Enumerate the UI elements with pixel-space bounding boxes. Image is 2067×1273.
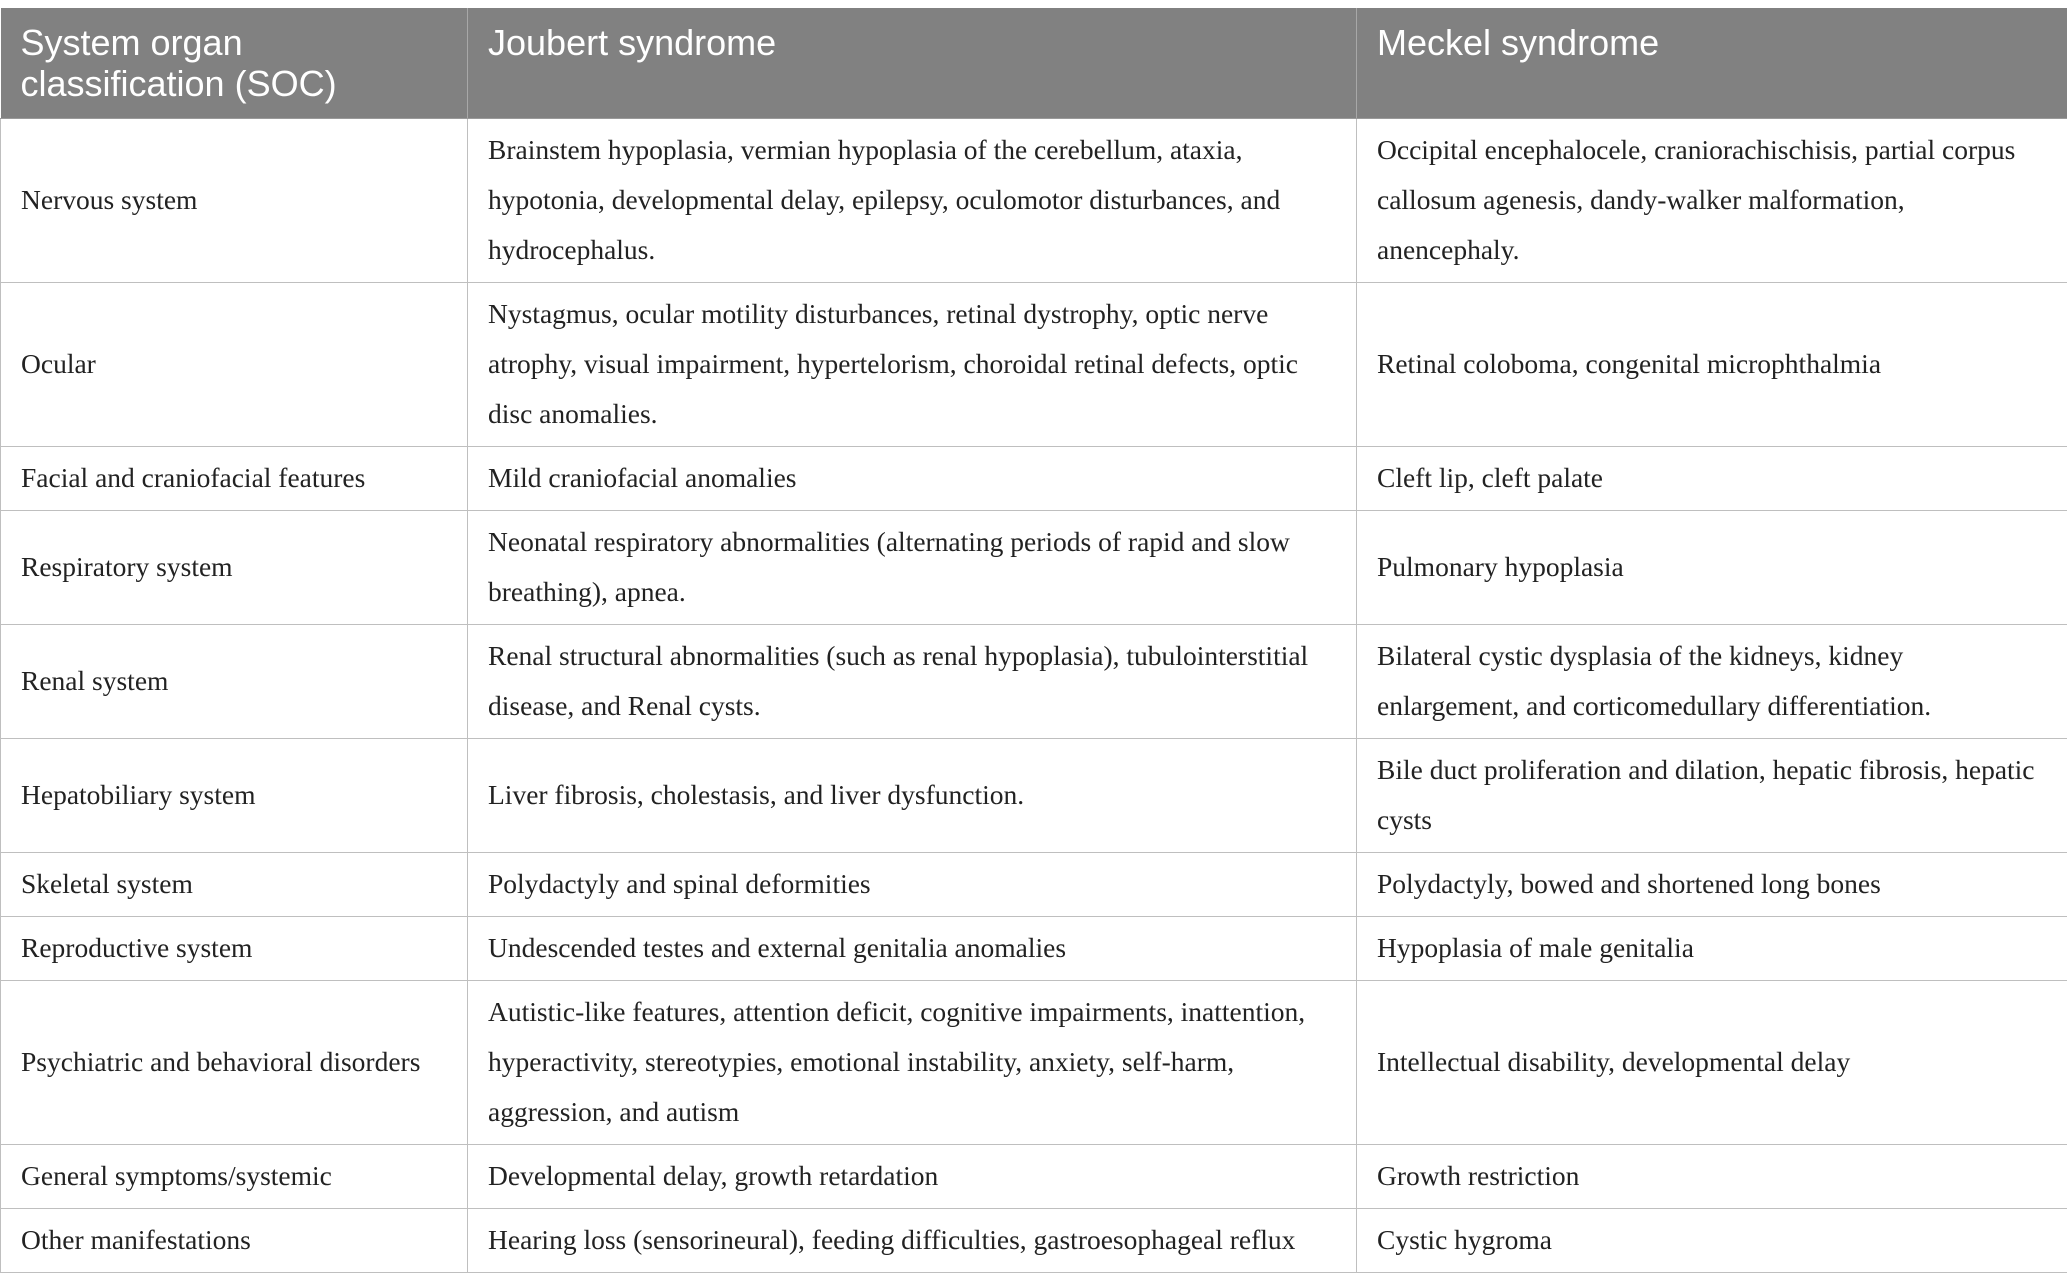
- cell-joubert: Developmental delay, growth retardation: [468, 1145, 1357, 1209]
- table-row: [1, 447, 2067, 511]
- cell-meckel: Growth restriction: [1357, 1145, 2067, 1209]
- table-row: [1, 1145, 2067, 1209]
- cell-meckel: Hypoplasia of male genitalia: [1357, 917, 2067, 981]
- table-row: [1, 1209, 2067, 1273]
- cell-joubert: Renal structural abnormalities (such as renal hypoplasia), tubulointerstitial disease, and Renal cysts.: [468, 625, 1357, 739]
- cell-soc: Ocular: [1, 283, 468, 447]
- cell-joubert: Nystagmus, ocular motility disturbances, retinal dystrophy, optic nerve atrophy, visual impairment, hypertelorism, choroidal retinal defects, optic disc anomalies.: [468, 283, 1357, 447]
- cell-soc: Other manifestations: [1, 1209, 468, 1273]
- cell-meckel: Cleft lip, cleft palate: [1357, 447, 2067, 511]
- syndrome-comparison-table: [0, 8, 2067, 1273]
- cell-meckel: Bile duct proliferation and dilation, hepatic fibrosis, hepatic cysts: [1357, 739, 2067, 853]
- table-row: [1, 739, 2067, 853]
- table-row: [1, 511, 2067, 625]
- table-row: [1, 625, 2067, 739]
- table-row: [1, 119, 2067, 283]
- header-soc: System organ classification (SOC): [1, 8, 468, 119]
- table-header: [1, 8, 2067, 119]
- cell-meckel: Bilateral cystic dysplasia of the kidneys, kidney enlargement, and corticomedullary differentiation.: [1357, 625, 2067, 739]
- cell-joubert: Undescended testes and external genitalia anomalies: [468, 917, 1357, 981]
- cell-soc: Renal system: [1, 625, 468, 739]
- cell-joubert: Mild craniofacial anomalies: [468, 447, 1357, 511]
- table-row: [1, 981, 2067, 1145]
- cell-soc: Respiratory system: [1, 511, 468, 625]
- header-joubert: Joubert syndrome: [468, 8, 1357, 119]
- cell-soc: Psychiatric and behavioral disorders: [1, 981, 468, 1145]
- cell-joubert: Brainstem hypoplasia, vermian hypoplasia of the cerebellum, ataxia, hypotonia, developmental delay, epilepsy, oculomotor disturbances, and hydrocephalus.: [468, 119, 1357, 283]
- cell-joubert: Liver fibrosis, cholestasis, and liver dysfunction.: [468, 739, 1357, 853]
- header-meckel: Meckel syndrome: [1357, 8, 2067, 119]
- cell-soc: General symptoms/systemic: [1, 1145, 468, 1209]
- cell-joubert: Polydactyly and spinal deformities: [468, 853, 1357, 917]
- cell-soc: Skeletal system: [1, 853, 468, 917]
- cell-meckel: Retinal coloboma, congenital microphthalmia: [1357, 283, 2067, 447]
- cell-soc: Reproductive system: [1, 917, 468, 981]
- table-row: [1, 283, 2067, 447]
- cell-soc: Hepatobiliary system: [1, 739, 468, 853]
- cell-meckel: Occipital encephalocele, craniorachischisis, partial corpus callosum agenesis, dandy-walker malformation, anencephaly.: [1357, 119, 2067, 283]
- header-row: [1, 8, 2067, 119]
- table-row: [1, 917, 2067, 981]
- cell-soc: Nervous system: [1, 119, 468, 283]
- cell-joubert: Neonatal respiratory abnormalities (alternating periods of rapid and slow breathing), apnea.: [468, 511, 1357, 625]
- cell-meckel: Cystic hygroma: [1357, 1209, 2067, 1273]
- cell-meckel: Pulmonary hypoplasia: [1357, 511, 2067, 625]
- cell-meckel: Intellectual disability, developmental delay: [1357, 981, 2067, 1145]
- table-body: [1, 119, 2067, 1273]
- cell-joubert: Hearing loss (sensorineural), feeding difficulties, gastroesophageal reflux: [468, 1209, 1357, 1273]
- table-row: [1, 853, 2067, 917]
- cell-joubert: Autistic-like features, attention deficit, cognitive impairments, inattention, hyperactivity, stereotypies, emotional instability, anxiety, self-harm, aggression, and autism: [468, 981, 1357, 1145]
- cell-soc: Facial and craniofacial features: [1, 447, 468, 511]
- cell-meckel: Polydactyly, bowed and shortened long bones: [1357, 853, 2067, 917]
